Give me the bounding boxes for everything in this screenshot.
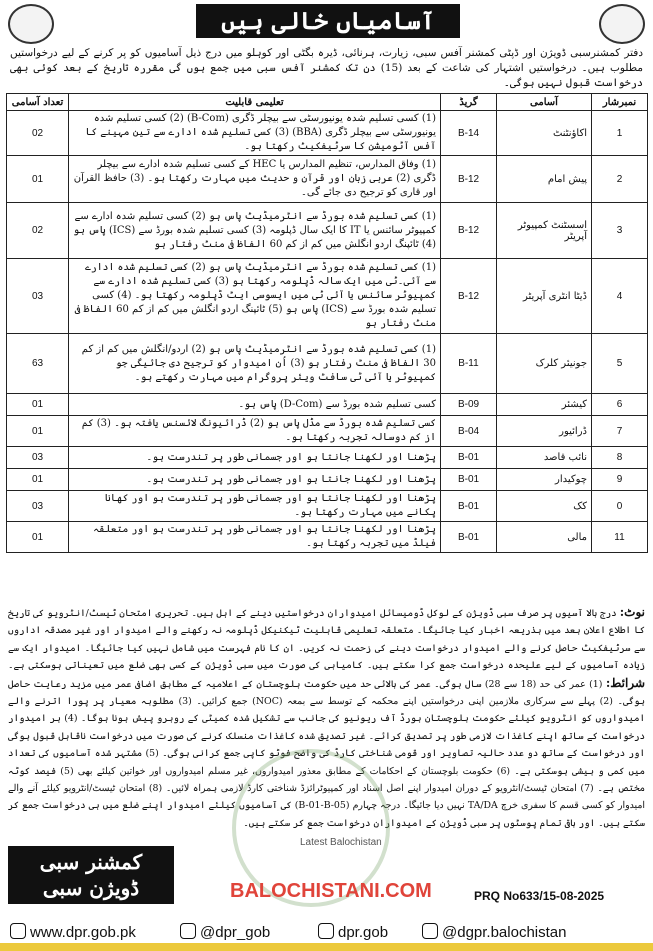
- table-row: [7, 259, 648, 334]
- cell-grade: B-04: [441, 416, 497, 447]
- header-grade: گریڈ: [441, 94, 497, 111]
- cell-qual: (1) کسی تسلیم شدہ بورڈ سے انٹرمیڈیٹ پاس ہو (2) اردو/انگلش میں کم از کم 30 الفاظ فی منٹ رفتار ہو (3) اُن امیدوار کو ترجیح دی جائیگی جو کمپیوٹر یا آئی ٹی سافٹ ویئر پروگرام میں مہارت رکھتے ہو۔: [69, 334, 441, 394]
- x-twitter-icon: [180, 923, 196, 939]
- cell-qual: پڑھنا اور لکھنا جانتا ہو اور جسمانی طور پر تندرست ہو اور متعلقہ فیلڈ میں تجربہ رکھتا ہو۔: [69, 522, 441, 553]
- cell-post: ڈرائیور: [497, 416, 592, 447]
- cell-grade: B-09: [441, 394, 497, 416]
- cell-post: جونیئر کلرک: [497, 334, 592, 394]
- cell-sno: 9: [592, 469, 648, 491]
- instagram-icon: [422, 923, 438, 939]
- table-row: [7, 156, 648, 203]
- table-row: [7, 469, 648, 491]
- cell-qual: (1) کسی تسلیم شدہ یونیورسٹی سے بیچلر ڈگری (B-Com) (2) کسی تسلیم شدہ یونیورسٹی سے بیچلر ڈگری (BBA) (3) کسی تسلیم شدہ ادارے سے تین مہینے کا آفس آٹومیشن کا سرٹیفکیٹ رکھتا ہو۔: [69, 111, 441, 156]
- header-qual: تعلیمی قابلیت: [69, 94, 441, 111]
- cell-qual: (1) کسی تسلیم شدہ بورڈ سے انٹرمیڈیٹ پاس ہو (2) کسی تسلیم شدہ ادارے سے کمپیوٹر سائنس یا IT کا ایک سال ڈپلومہ (3) کسی تسلیم شدہ بورڈ سے (ICS) پاس ہو (4) ٹائپنگ اردو انگلش میں کم از کم 60 الفاظ فی منٹ رفتار ہو: [69, 203, 441, 259]
- website-text: www.dpr.gob.pk: [30, 924, 136, 941]
- cell-post: نائب قاصد: [497, 447, 592, 469]
- header-post: آسامی: [497, 94, 592, 111]
- cell-sno: 6: [592, 394, 648, 416]
- facebook-text: dpr.gob: [338, 924, 389, 941]
- social-website[interactable]: [10, 923, 136, 941]
- cell-count: 01: [7, 394, 69, 416]
- cell-sno: 11: [592, 522, 648, 553]
- issuing-office: [8, 846, 174, 904]
- cell-count: 01: [7, 156, 69, 203]
- table-row: [7, 394, 648, 416]
- cell-post: پیش امام: [497, 156, 592, 203]
- brand-watermark: BALOCHISTANI.COM: [230, 880, 432, 902]
- table-header-row: [7, 94, 648, 111]
- twitter-text: @dpr_gob: [200, 924, 271, 941]
- conditions-text: (1) عمر کی حد (18 سے 28) سال ہوگی۔ عمر کی بالائی حد میں حکومت بلوچستان کے اعلامیہ کے مطابق اضافی عمر میں مزید رعایت حاصل ہوگی۔ (2) پہلے سے سرکاری ملازمین اپنی درخواستیں اپنے محکمہ کے توسط سے بمعہ (NOC) جمع کرائیں۔ (3) مطلوبہ معیار پر پورا اترنے والے امیدواروں کو انٹرویو کیلئے حکومت بلوچستان بورڈ آف ریونیو کی جانب سے تشکیل شدہ کمیٹی کے روبرو پیش ہونا ہوگا۔ (4) ہر امیدوار درخواست کے ساتھ اپنے کاغذات لازمی طور پر تصدیق کرائے۔ غیر تصدیق شدہ کاغذات منسلک کرنے کی صورت میں درخواست ناقابل قبول ہوگی اور درخواست کے ساتھ دو عدد حالیہ تصاویر اور قومی شناختی کارڈ کی واضح فوٹو کاپی جمع کرانی ہوگی۔ (5) مشتہر شدہ آسامیوں کی تعداد میں کمی و بیشی ہوسکتی ہے۔ (6) حکومت بلوچستان کے احکامات کے مطابق معذور امیدواروں، غیر مسلم امیدواروں اور خواتین کیلئے بھی (5) فیصد کوٹہ مختص ہے۔ (7) امتحان ٹیسٹ/انٹرویو کے دوران امیدوار اپنے اصل اسناد اور کمپیوٹرائزڈ شناختی کارڈ لازمی ہمراہ لائیں۔ (8) امتحان ٹیسٹ/انٹرویو کیلئے آنے والے امیدوار کو کسی قسم کا سفری خرچ TA/DA نہیں دیا جائیگا۔ درجہ چہارم (B-01-B-05) کی آسامیوں کیلئے امیدوار اپنے ضلع میں ہی درخواست جمع کر سکتے ہیں۔ اور باقی تمام پوسٹوں پر سبی ڈویژن کے امیدواران درخواست جمع کر سکتے ہیں۔: [8, 678, 645, 829]
- cell-post: ڈیٹا انٹری آپریٹر: [497, 259, 592, 334]
- note-text: درج بالا آسیوں پر صرف سبی ڈویژن کے لوکل ڈومیسائل امیدواران درخواستیں دینے کے اہل ہیں۔ تحریری امتحان ٹیسٹ/انٹرویو کی تاریخ کا اطلاع اعلان بعد میں بذریعہ اخبار کیا جائیگا۔ متعلقہ تعلیمی قابلیت ٹیکنیکل ڈپلومہ نہ رکھنے والے امیدوار اور غیر مصدقہ اداروں سے سرٹیفکیٹ حاصل کرنے والے امیدوار درخواست دینے کی زحمت نہ کریں۔ ان کا نام فہرست میں شامل نہیں کیا جائیگا۔ امیدوار ایک سے زیادہ آسامیوں کے لیے علیحدہ درخواست جمع کرا سکتے ہیں۔ کامیابی کی صورت میں سبی ڈویژن کے کسی بھی ضلع میں تعیناتی ہوسکتی ہے۔: [8, 608, 645, 672]
- cell-count: 63: [7, 334, 69, 394]
- cell-qual: پڑھنا اور لکھنا جانتا ہو اور جسمانی طور پر تندرست ہو۔: [69, 447, 441, 469]
- cell-grade: B-01: [441, 469, 497, 491]
- cell-grade: B-01: [441, 447, 497, 469]
- instagram-text: @dgpr.balochistan: [442, 924, 567, 941]
- prq-number: PRQ No633/15-08-2025: [474, 889, 605, 903]
- cell-sno: 2: [592, 156, 648, 203]
- cell-count: 01: [7, 522, 69, 553]
- cell-post: کک: [497, 491, 592, 522]
- cell-sno: 3: [592, 203, 648, 259]
- social-twitter[interactable]: [180, 923, 270, 941]
- cell-post: چوکیدار: [497, 469, 592, 491]
- table-row: [7, 334, 648, 394]
- cell-qual: (1) وفاق المدارس، تنظیم المدارس یا HEC کے کسی تسلیم شدہ ادارے سے بیچلر ڈگری (2) عربی زبان اور قرآن و حدیث میں مہارت رکھتا ہو۔ (3) حافظ القرآن اور قاری کو ترجیح دی جائے گی۔: [69, 156, 441, 203]
- cell-sno: 0: [592, 491, 648, 522]
- cell-count: 01: [7, 469, 69, 491]
- cell-grade: B-01: [441, 522, 497, 553]
- intro-paragraph: دفتر کمشنرسبی ڈویژن اور ڈپٹی کمشنر آفس سبی، زیارت، ہرنائی، ڈیرہ بگٹی اور کوہلو میں درج ذیل آسامیوں کو پر کرنے کے لیے درخواستیں مطلوب ہیں۔ درخواستیں اشتہار کی شاعت کے بعد (15) دن تک کمشنر آفس سبی میں جمع ہوں گی مقررہ تاریخ کے بعد کوئی بھی درخواست قبول نہیں ہوگی۔: [10, 47, 643, 89]
- cell-qual: پڑھنا اور لکھنا جانتا ہو اور جسمانی طور پر تندرست ہو اور کھانا پکانے میں مہارت رکھتا ہو۔: [69, 491, 441, 522]
- cell-count: 01: [7, 416, 69, 447]
- cell-sno: 7: [592, 416, 648, 447]
- social-instagram[interactable]: [422, 923, 566, 941]
- table-row: [7, 491, 648, 522]
- conditions-label: شرائط:: [605, 675, 645, 690]
- header-count: تعداد آسامی: [7, 94, 69, 111]
- cell-post: اسسٹنٹ کمپیوٹر آپریٹر: [497, 203, 592, 259]
- cell-grade: B-12: [441, 203, 497, 259]
- cell-post: کیشئر: [497, 394, 592, 416]
- page-title: آسامیاں خالی ہیں: [196, 4, 460, 38]
- cell-qual: کسی تسلیم شدہ بورڈ سے (D-Com) پاس ہو۔: [69, 394, 441, 416]
- header-sno: نمبرشار: [592, 94, 648, 111]
- facebook-icon: [318, 923, 334, 939]
- cell-count: 03: [7, 447, 69, 469]
- cell-count: 02: [7, 111, 69, 156]
- cell-count: 02: [7, 203, 69, 259]
- table-row: [7, 416, 648, 447]
- table-row: [7, 447, 648, 469]
- cell-sno: 8: [592, 447, 648, 469]
- cell-grade: B-14: [441, 111, 497, 156]
- cell-count: 03: [7, 259, 69, 334]
- cell-grade: B-12: [441, 259, 497, 334]
- cell-sno: 5: [592, 334, 648, 394]
- cell-grade: B-11: [441, 334, 497, 394]
- office-line-2: ڈویژن سبی: [42, 876, 140, 900]
- cell-post: مالی: [497, 522, 592, 553]
- cell-qual: پڑھنا اور لکھنا جانتا ہو اور جسمانی طور پر تندرست ہو۔: [69, 469, 441, 491]
- cell-grade: B-01: [441, 491, 497, 522]
- social-facebook[interactable]: [318, 923, 388, 941]
- watermark-text: Latest Balochistan: [300, 837, 382, 848]
- emblem-right-icon: [599, 4, 645, 44]
- vacancies-table: [6, 93, 648, 553]
- note-label: نوٹ:: [619, 605, 645, 619]
- table-row: [7, 203, 648, 259]
- table-row: [7, 522, 648, 553]
- header: [0, 0, 653, 44]
- cell-sno: 4: [592, 259, 648, 334]
- globe-icon: [10, 923, 26, 939]
- cell-sno: 1: [592, 111, 648, 156]
- table-row: [7, 111, 648, 156]
- bottom-accent-bar: [0, 943, 653, 951]
- office-line-1: کمشنر سبی: [39, 850, 143, 874]
- emblem-left-icon: [8, 4, 54, 44]
- cell-count: 03: [7, 491, 69, 522]
- cell-qual: کسی تسلیم شدہ بورڈ سے مڈل پاس ہو (2) ڈرائیونگ لائسنس یافتہ ہو۔ (3) کم از کم دوسالہ تجربہ رکھتا ہو۔: [69, 416, 441, 447]
- cell-post: اکاؤنٹنٹ: [497, 111, 592, 156]
- cell-qual: (1) کسی تسلیم شدہ بورڈ سے انٹرمیڈیٹ پاس ہو (2) کسی تسلیم شدہ ادارے سے آئی۔ٹی میں ایک سالہ ڈپلومہ رکھتا ہو (3) کسی تسلیم شدہ ادارے سے کمپیوٹر سائنس یا آئی ٹی میں ایسوسی ایٹ ڈپلومہ رکھتا ہو۔ (4) کسی تسلیم شدہ بورڈ سے (ICS) پاس ہو (5) ٹائپنگ اردو انگلش میں کم از کم 60 الفاظ فی منٹ رفتار ہو: [69, 259, 441, 334]
- cell-grade: B-12: [441, 156, 497, 203]
